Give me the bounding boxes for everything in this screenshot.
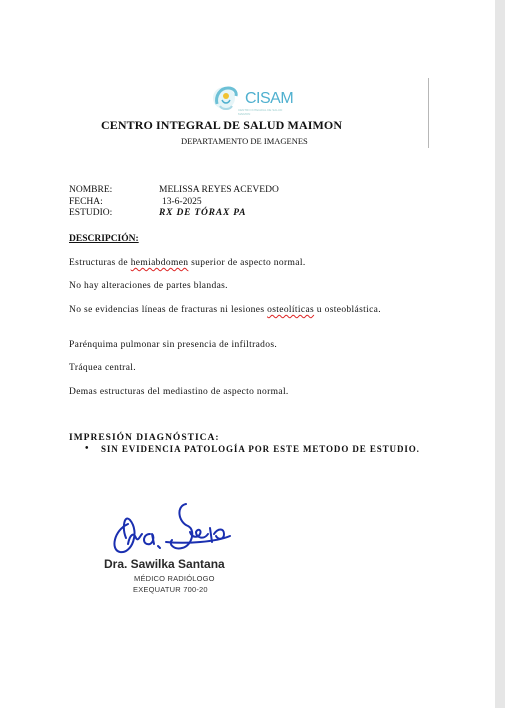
organization-name: CENTRO INTEGRAL DE SALUD MAIMON xyxy=(101,118,343,132)
study-label: ESTUDIO: xyxy=(69,208,113,218)
p1-text-after: superior de aspecto normal. xyxy=(188,258,306,268)
description-paragraph-1 xyxy=(69,257,389,269)
description-paragraph-4: Parénquima pulmonar sin presencia de infiltrados. xyxy=(69,340,278,350)
bullet-icon: • xyxy=(85,443,90,454)
name-label: NOMBRE: xyxy=(69,185,113,195)
physician-title: MÉDICO RADIÓLOGO xyxy=(134,574,215,583)
signature-icon xyxy=(106,498,236,558)
logo-subtext: CENTRO INTEGRAL DE SALUD MAIMON xyxy=(238,108,283,116)
physician-name: Dra. Sawilka Santana xyxy=(104,557,225,571)
description-paragraph-3 xyxy=(69,304,389,316)
date-label: FECHA: xyxy=(69,196,103,207)
scrollbar-track[interactable] xyxy=(495,0,505,708)
date-value: 13-6-2025 xyxy=(162,196,202,207)
cisam-logo xyxy=(208,84,293,116)
physician-exequatur: EXEQUATUR 700-20 xyxy=(133,585,208,594)
name-value: MELISSA REYES ACEVEDO xyxy=(159,185,279,195)
logo-text: CISAM xyxy=(245,90,294,107)
p3-text-before: No se evidencias líneas de fracturas ni lesiones xyxy=(69,305,268,315)
impression-item-text: SIN EVIDENCIA PATOLOGÍA POR ESTE METODO DE ESTUDIO. xyxy=(101,444,420,454)
handwritten-signature xyxy=(106,498,236,558)
study-value: RX DE TÓRAX PA xyxy=(159,208,247,218)
header-divider xyxy=(428,78,429,148)
description-paragraph-5: Tráquea central. xyxy=(69,363,136,373)
description-heading: DESCRIPCIÓN: xyxy=(69,234,139,244)
p1-text-before: Estructuras de xyxy=(69,258,131,268)
impression-heading: IMPRESIÓN DIAGNÓSTICA: xyxy=(69,433,220,443)
spellcheck-flag: osteolíticas xyxy=(267,305,315,315)
department-name: DEPARTAMENTO DE IMAGENES xyxy=(181,136,308,146)
spellcheck-flag: hemiabdomen xyxy=(130,258,189,268)
description-paragraph-2: No hay alteraciones de partes blandas. xyxy=(69,281,228,291)
p3-text-after: u osteoblástica. xyxy=(314,305,381,315)
description-paragraph-6: Demas estructuras del mediastino de aspecto normal. xyxy=(69,387,289,397)
